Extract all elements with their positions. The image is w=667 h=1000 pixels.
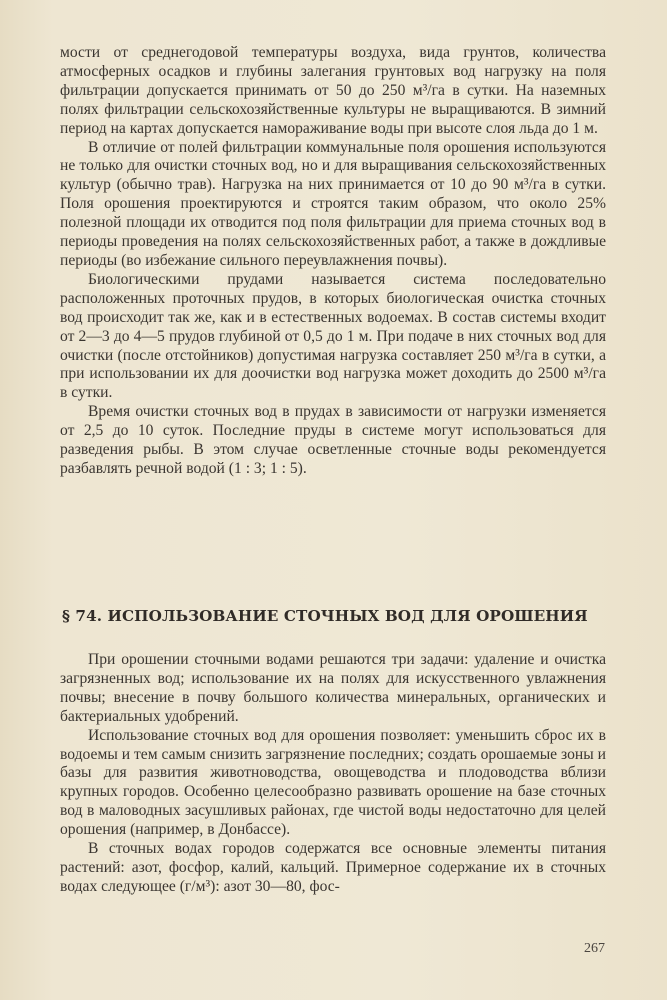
paragraph-three-tasks: При орошении сточными водами решаются три задачи: удаление и очистка загрязненных вод; использование их на полях для искусственного увлажнения почвы; внесение в почву большого количества минеральных, органических и бактериальных удобрений.: [60, 651, 606, 725]
page-number: 267: [584, 941, 605, 956]
paragraph-benefits: Использование сточных вод для орошения позволяет: уменьшить сброс их в водоемы и тем самым снизить загрязнение последних; создать орошаемые зоны и базы для развития животноводства, овощеводства и плодоводства вблизи крупных городов. Особенно целесообразно развивать орошение на базе сточных вод в маловодных засушливых районах, где чистой воды недостаточно для целей орошения (например, в Донбассе).: [60, 726, 606, 839]
text-block-bottom: [60, 651, 606, 897]
paragraph-treatment-time: Время очистки сточных вод в прудах в зависимости от нагрузки изменяется от 2,5 до 10 суток. Последние пруды в системе могут использоваться для разведения рыбы. В этом случае осветленные сточные воды рекомендуется разбавлять речной водой (1 : 3; 1 : 5).: [60, 403, 606, 477]
text-block-top: [60, 44, 606, 479]
section-heading: § 74. ИСПОЛЬЗОВАНИЕ СТОЧНЫХ ВОД ДЛЯ ОРОШЕНИЯ: [62, 607, 588, 625]
paragraph-nutrients: В сточных водах городов содержатся все основные элементы питания растений: азот, фосфор, калий, кальций. Примерное содержание их в сточных водах следующее (г/м³): азот 30—80, фос-: [60, 840, 606, 895]
paragraph-irrigation-fields: В отличие от полей фильтрации коммунальные поля орошения используются не только для очистки сточных вод, но и для выращивания сельскохозяйственных культур (обычно трав). Нагрузка на них принимается от 10 до 90 м³/га в сутки. Поля орошения проектируются и строятся таким образом, что около 25% полезной площади их отводится под поля фильтрации для приема сточных вод в периоды проведения на полях сельскохозяйственных работ, а также в дождливые периоды (во избежание сильного переувлажнения почвы).: [60, 138, 606, 269]
paragraph-continuation: мости от среднегодовой температуры воздуха, вида грунтов, количества атмосферных осадков и глубины залегания грунтовых вод нагрузку на поля фильтрации допускается принимать от 50 до 250 м³/га в сутки. На наземных полях фильтрации сельскохозяйственные культуры не выращиваются. В зимний период на картах допускается намораживание воды при высоте слоя льда до 1 м.: [60, 44, 606, 137]
paragraph-biological-ponds: Биологическими прудами называется система последовательно расположенных проточных прудов, в которых биологическая очистка сточных вод происходит так же, как и в естественных водоемах. В состав системы входит от 2—3 до 4—5 прудов глубиной от 0,5 до 1 м. При подаче в них сточных вод для очистки (после отстойников) допустимая нагрузка составляет 250 м³/га в сутки, а при использовании их для доочистки вод нагрузка может доходить до 2500 м³/га в сутки.: [60, 270, 606, 402]
